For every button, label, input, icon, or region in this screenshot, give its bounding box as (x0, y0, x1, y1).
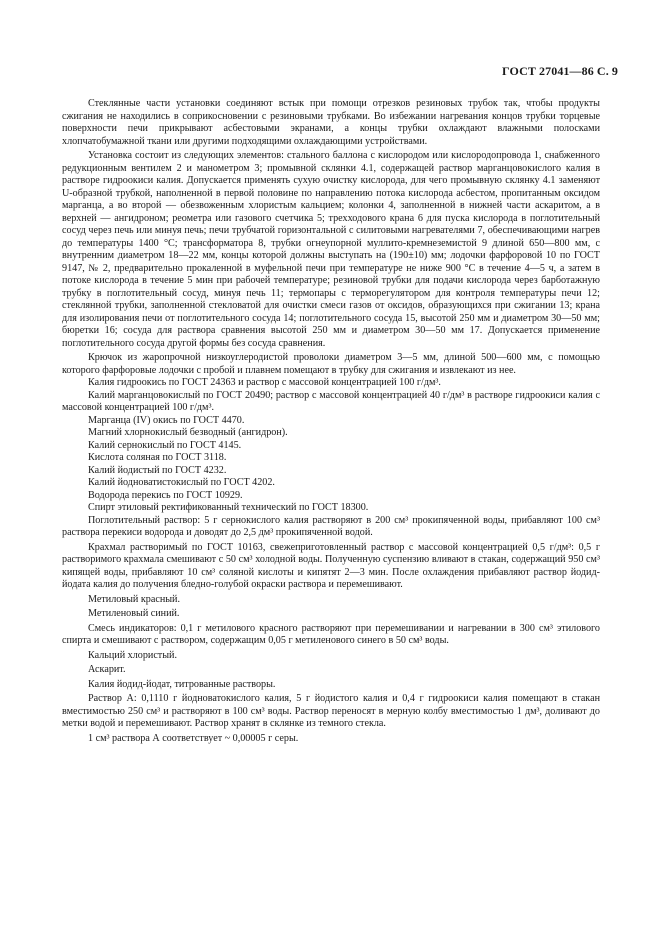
paragraph-reagent: Магний хлорнокислый безводный (ангидрон). (88, 427, 288, 438)
document-body (62, 98, 600, 745)
paragraph-reagent: Водорода перекись по ГОСТ 10929. (88, 489, 243, 501)
paragraph-reagent: Калий йодистый по ГОСТ 4232. (88, 464, 227, 476)
running-header: ГОСТ 27041—86 С. 9 (502, 64, 618, 78)
paragraph-reagent: Метиленовый синий. (88, 608, 180, 619)
paragraph-reagent: Калий марганцовокислый по ГОСТ 20490; раствор с массовой концентрацией 40 г/дм³ в растворе гидроокиси калия с массовой концентрацией 100 г/дм³. (62, 389, 600, 413)
paragraph-reagent: Калий йодноватистокислый по ГОСТ 4202. (88, 477, 275, 488)
paragraph-absorbing-solution: Поглотительный раствор: 5 г сернокислого калия растворяют в 200 см³ прокипяченной воды, прибавляют 100 см³ раствора перекиси водорода и доводят до 2,5 дм³ прокипяченной водой. (62, 514, 600, 538)
paragraph-reagent: Марганца (IV) окись по ГОСТ 4470. (88, 414, 245, 426)
paragraph-reagent: Кальций хлористый. (88, 649, 177, 661)
paragraph-hook: Крючок из жаропрочной низкоуглеродистой проволоки диаметром 3—5 мм, длиной 500—600 мм, с помощью которого фарфоровые лодочки с пробой и плавнем помещают в трубку для сжигания и извлекают из нее. (62, 352, 600, 376)
paragraph-reagent: Калия йодид-йодат, титрованные растворы. (88, 678, 276, 690)
paragraph-reagent: Спирт этиловый ректификованный технический по ГОСТ 18300. (88, 502, 369, 513)
paragraph-indicator-mix: Смесь индикаторов: 0,1 г метилового красного растворяют при перемешивании и нагревании в 300 см³ этилового спирта и смешивают с раствором, содержащим 0,05 г метиленового синего в 50 см³ воды. (62, 622, 600, 646)
paragraph-apparatus-elements: Установка состоит из следующих элементов: стального баллона с кислородом или кислородопровода 1, снабженного редукционным вентилем 2 и манометром 3; промывной склянки 4.1, содержащей раствор марганцовокислого калия в растворе гидроокиси калия. Допускается применять сухую очистку кислорода, для чего промывную склянку 4.1 заменяют U-образной трубкой, наполненной в первой половине по направлению потока кислорода асбестом, пропитанным оксидом марганца, а во второй — обезвоженным хлористым кальцием; колонки 4, заполненной в нижней части аскаритом, а в верхней — ангидроном; реометра или газового счетчика 5; трехходового крана 6 для пуска кислорода в поглотительный сосуд через печь или минуя печь; печи трубчатой горизонтальной с силитовыми нагревателями 7, обеспечивающими нагрев до температуры 1400 °С; трансформатора 8, трубки огнеупорной муллито-кремнеземистой 9 длиной 650—800 мм, с внутренним диаметром 18—22 мм, концы которой должны выступать на (190±10) мм; лодочки фарфоровой 10 по ГОСТ 9147, № 2, предварительно прокаленной в муфельной печи при температуре не ниже 900 °С в течение 4—5 ч, а затем в потоке кислорода в течение 5 мин при рабочей температуре; резиновой трубки для подачи кислорода через барботажную трубку в поглотительный сосуд, минуя печь 11; термопары с терморегулятором для контроля температуры печи 12; стеклянной трубки, заполненной стекловатой для очистки смеси газов от оксидов, образующихся при сжигании 13; крана для изолирования печи от поглотительного сосуда 14; поглотительного сосуда 15, высотой 250 мм и диаметром 30—50 мм; бюретки 16; сосуда для раствора сравнения высотой 250 мм и диаметром 30—50 мм 17. Допускается применение поглотительного сосуда другой формы без сосуда сравнения. (62, 150, 600, 349)
paragraph-starch: Крахмал растворимый по ГОСТ 10163, свежеприготовленный раствор с массовой концентрацией 0,5 г/дм³: 0,5 г растворимого крахмала смешивают с 50 см³ холодной воды. Полученную суспензию вливают в стакан, содержащий 950 см³ кипящей воды, прибавляют 10 см³ соляной кислоты и кипятят 2—3 мин. После охлаждения прибавляют раствор йодид-йодата калия до получения бледно-голубой окраски раствора и перемешивают. (62, 541, 600, 590)
paragraph-reagent: Метиловый красный. (88, 593, 180, 605)
paragraph-reagent: Калий сернокислый по ГОСТ 4145. (88, 439, 242, 451)
paragraph-reagent: Кислота соляная по ГОСТ 3118. (88, 452, 227, 463)
paragraph-reagent: Аскарит. (88, 664, 126, 675)
paragraph-solution-equivalence: 1 см³ раствора А соответствует ~ 0,00005 г серы. (88, 732, 299, 744)
paragraph-reagent: Калия гидроокись по ГОСТ 24363 и раствор с массовой концентрацией 100 г/дм³. (88, 377, 441, 388)
paragraph-joints: Стеклянные части установки соединяют встык при помощи отрезков резиновых трубок так, чтобы продукты сжигания не находились в соприкосновении с резиновыми трубками. Во избежании нагревания концов трубки торцевые поверхности печи прикрывают асбестовыми экранами, а концы трубки охлаждают влажными полосками хлопчатобумажной ткани или другими подходящими охлаждающими устройствами. (62, 98, 600, 147)
paragraph-solution-a: Раствор А: 0,1110 г йодноватокислого калия, 5 г йодистого калия и 0,4 г гидроокиси калия помещают в стакан вместимостью 250 см³ и растворяют в 100 см³ воды. Раствор переносят в мерную колбу вместимостью 1 дм³, доливают до метки водой и перемешивают. Раствор хранят в склянке из темного стекла. (62, 693, 600, 729)
